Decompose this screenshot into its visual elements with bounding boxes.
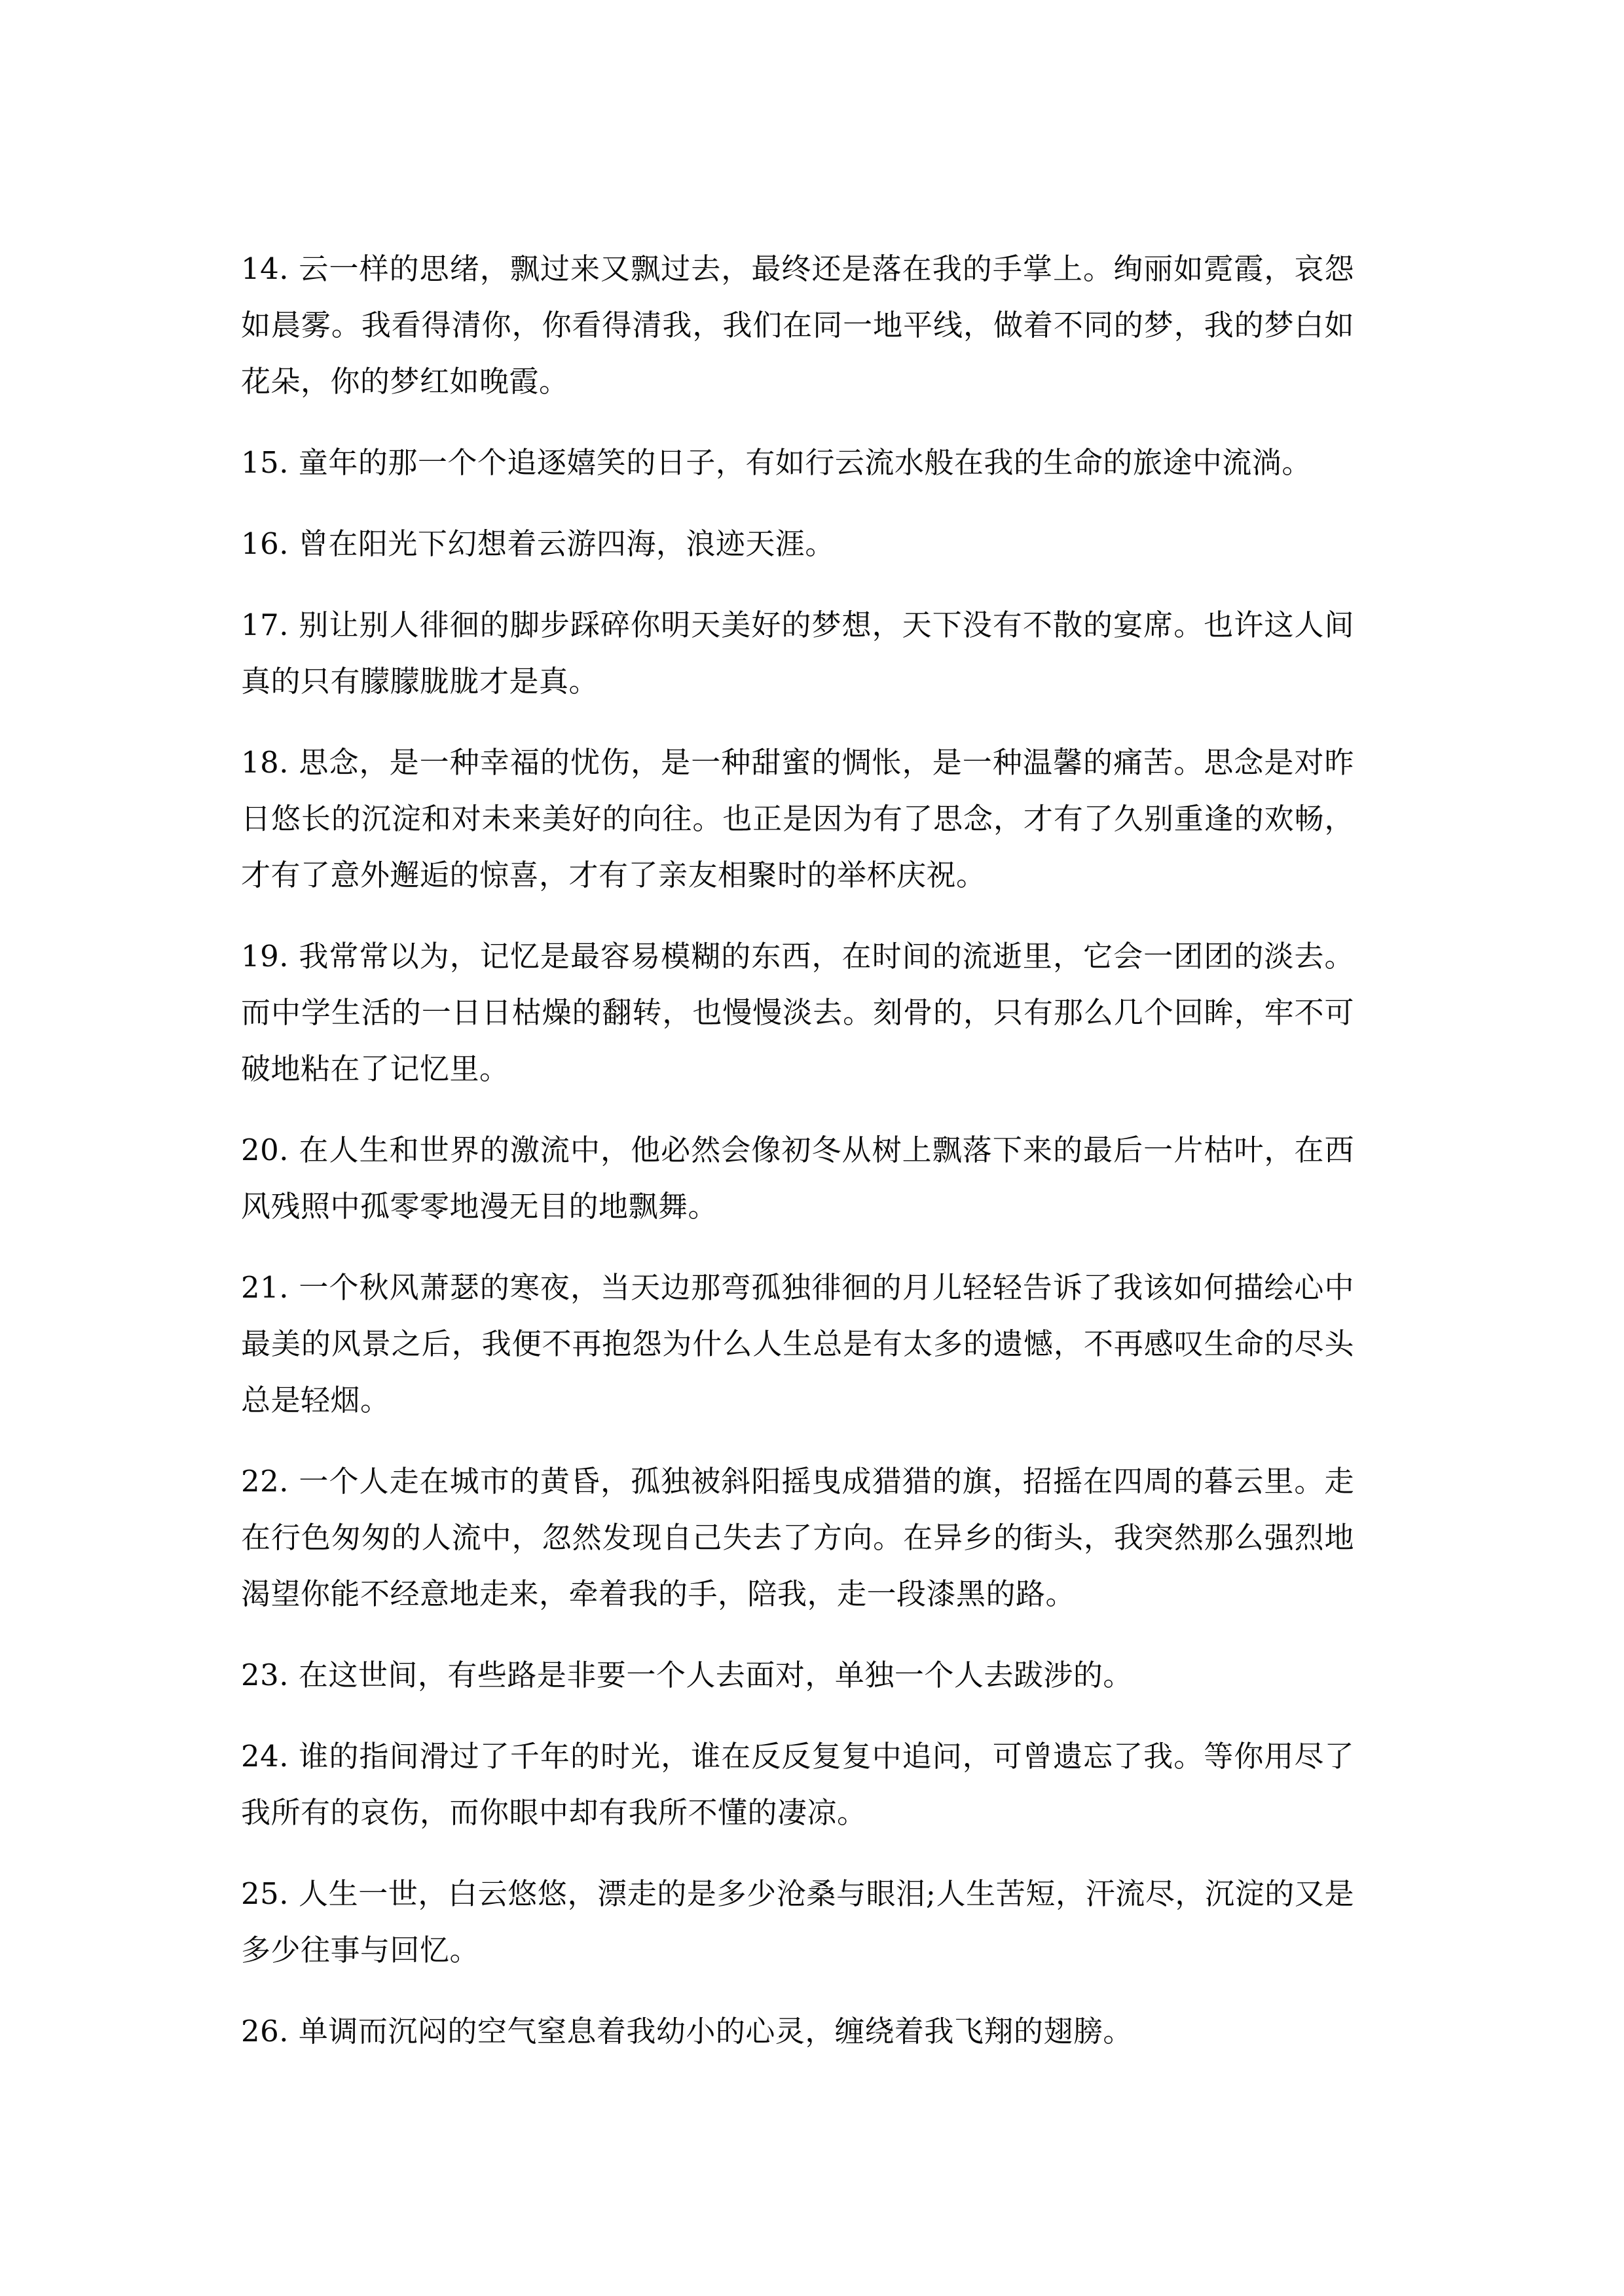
paragraph-20: 20. 在人生和世界的激流中，他必然会像初冬从树上飘落下来的最后一片枯叶，在西风残照中孤零零地漫无目的地飘舞。 (241, 1133, 1354, 1224)
paragraph-25: 25. 人生一世，白云悠悠，漂走的是多少沧桑与眼泪;人生苦短，汗流尽，沉淀的又是多少往事与回忆。 (241, 1876, 1354, 1967)
paragraph-15: 15. 童年的那一个个追逐嬉笑的日子，有如行云流水般在我的生命的旅途中流淌。 (241, 445, 1312, 480)
paragraph-17: 17. 别让别人徘徊的脚步踩碎你明天美好的梦想，天下没有不散的宴席。也许这人间真的只有朦朦胧胧才是真。 (241, 608, 1354, 699)
paragraph-18: 18. 思念，是一种幸福的忧伤，是一种甜蜜的惆怅，是一种温馨的痛苦。思念是对昨日悠长的沉淀和对未来美好的向往。也正是因为有了思念，才有了久别重逢的欢畅，才有了意外邂逅的惊喜，才有了亲友相聚时的举杯庆祝。 (241, 745, 1354, 892)
paragraph-26: 26. 单调而沉闷的空气窒息着我幼小的心灵，缠绕着我飞翔的翅膀。 (241, 2014, 1133, 2049)
paragraph-21: 21. 一个秋风萧瑟的寒夜，当天边那弯孤独徘徊的月儿轻轻告诉了我该如何描绘心中最美的风景之后，我便不再抱怨为什么人生总是有太多的遗憾，不再感叹生命的尽头总是轻烟。 (241, 1270, 1354, 1417)
paragraph-23: 23. 在这世间，有些路是非要一个人去面对，单独一个人去跋涉的。 (241, 1658, 1133, 1692)
paragraph-19: 19. 我常常以为，记忆是最容易模糊的东西，在时间的流逝里，它会一团团的淡去。而中学生活的一日日枯燥的翻转，也慢慢淡去。刻骨的，只有那么几个回眸，牢不可破地粘在了记忆里。 (241, 939, 1354, 1086)
paragraph-16: 16. 曾在阳光下幻想着云游四海，浪迹天涯。 (241, 526, 835, 561)
paragraph-24: 24. 谁的指间滑过了千年的时光，谁在反反复复中追问，可曾遗忘了我。等你用尽了我所有的哀伤，而你眼中却有我所不懂的凄凉。 (241, 1739, 1354, 1830)
document-text-body (241, 241, 1354, 2060)
paragraph-22: 22. 一个人走在城市的黄昏，孤独被斜阳摇曳成猎猎的旗，招摇在四周的暮云里。走在行色匆匆的人流中，忽然发现自己失去了方向。在异乡的街头，我突然那么强烈地渴望你能不经意地走来，牵着我的手，陪我，走一段漆黑的路。 (241, 1464, 1354, 1611)
paragraph-14: 14. 云一样的思绪，飘过来又飘过去，最终还是落在我的手掌上。绚丽如霓霞，哀怨如晨雾。我看得清你，你看得清我，我们在同一地平线，做着不同的梦，我的梦白如花朵，你的梦红如晚霞。 (241, 251, 1354, 399)
